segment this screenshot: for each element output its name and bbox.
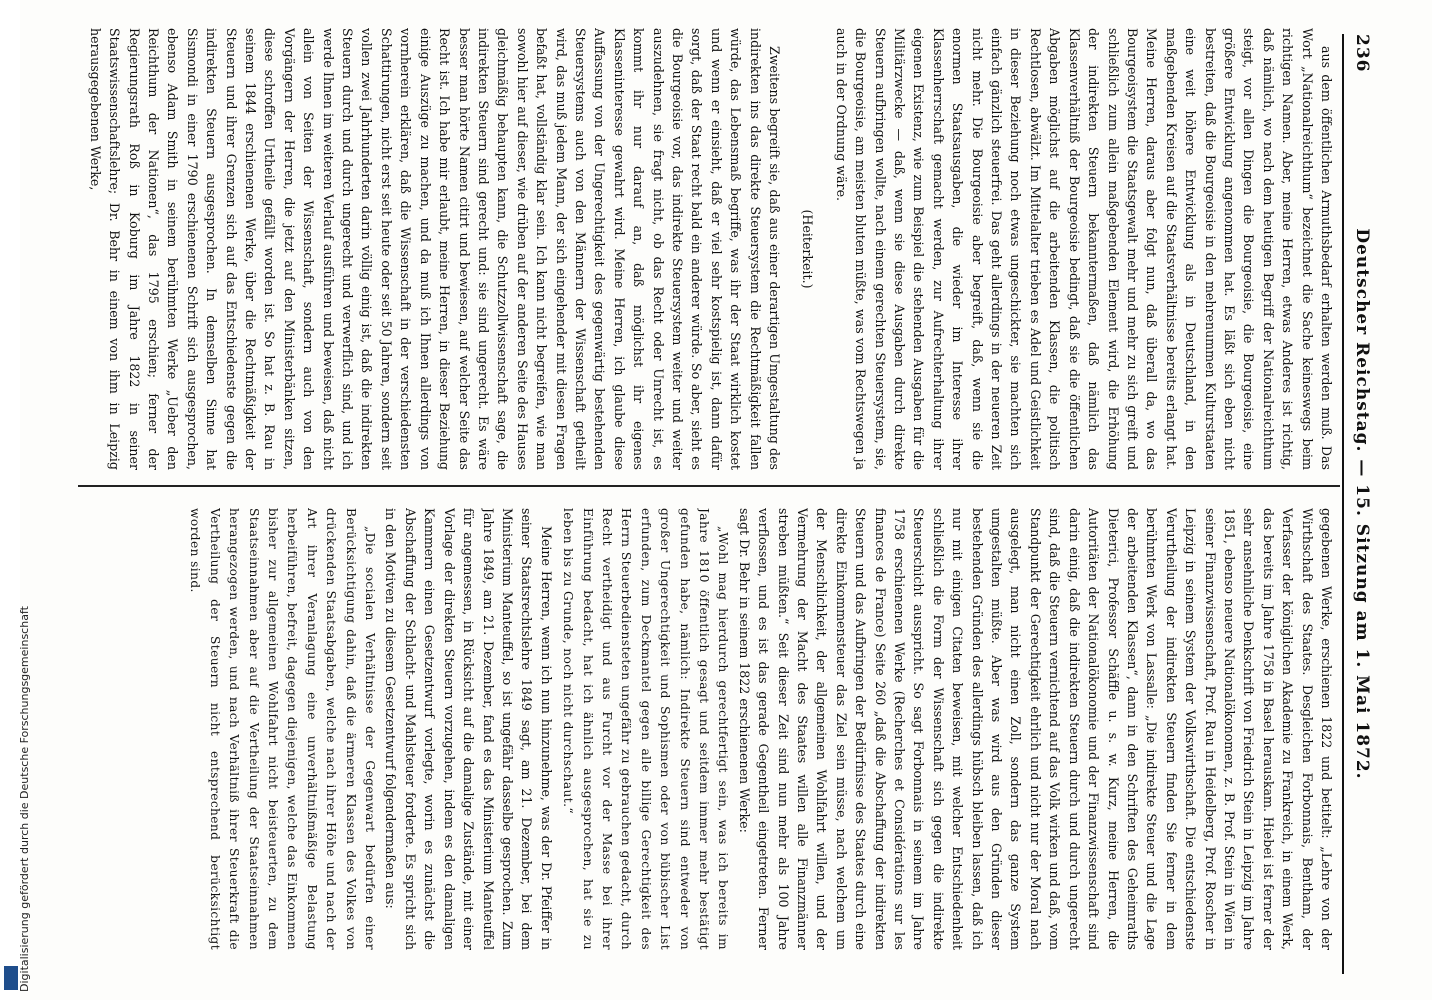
- page-number: 236: [1352, 34, 1372, 73]
- paragraph: Meine Herren, wenn ich nun hinzunehme, was der Dr. Pfeiffer in seiner Staatsrechtslehre 1849 sagt, am 21. Dezember, bei dem Ministerium Manteuffel, so ist ungefähr dasselbe gesprochen. Zum Jahre 1849, am 21. Dezember, fand es das Ministerium Manteuffel für angemessen, in Rücksicht auf die damalige Zustände, mit einer Vorlage der direkten Steuern vorzugehen, indem es den damaligen Kammern einen Gesetzentwurf vorlegte, worin es zunächst die Abschaffung der Schlacht- und Mahlsteuer forderte. Es spricht sich in den Motiven zu diesem Gesetzentwurf folgendermaßen aus:: [383, 508, 554, 950]
- quotation: „Die socialen Verhältnisse der Gegenwart bedürfen einer Berücksichtigung dahin, daß die ärmeren Klassen des Volkes von drückenden Staatsabgaben, welche nach ihrer Höhe und nach der Art ihrer Veranlagung eine unverhältnißmäßige Belastung herbeiführen, befreit, dagegen diejenigen, welche das Einkommen bisher zur allgemeinen Wohlfahrt nicht beisteuerten, zu dem Staatseinnahmen aber auf die Vertheilung der Staatseinnahmen herangezogen werden, und nach Verhältniß ihrer Steuerkraft die Vertheilung der Steuern nicht entsprechend berücksichtigt worden sind.: [188, 508, 378, 950]
- printed-page: [66, 0, 1386, 1000]
- paragraph: gegebenen Werke, erschienen 1822 und betitelt: „Lehre von der Wirthschaft des Staates. Desgleichen Forbonnais, Bentham, der Verfasser der königlichen Akademie zu Frankreich, in einem Werk, das bereits im Jahre 1758 in Basel herauskam. Hiebei ist ferner der sehr ansehnliche Denkschrift von Friedrich Stein in Leipzig im Jahre 1851, ebenso neuere Nationalökonomen, z. B. Prof. Stein in Wien in seiner Finanzwissenschaft, Prof. Rau in Heidelberg, Prof. Roscher in Leipzig in seinem System der Volkswirthschaft. Die entschiedenste Verurtheilung der indirekten Steuern finden Sie ferner in dem berühmten Werk von Lassalle: „Die indirekte Steuer und die Lage der arbeitenden Klassen“, dann in den Schriften des Geheimraths Dieterici, Professor Schäffle u. s. w. Kurz, meine Herren, die Autoritäten der Nationalökonomie und der Finanzwissenschaft sind darin einig, daß die indirekten Steuern durch und durch ungerecht sind, daß die Steuern vernichtend auf das Volk wirken und daß, vom Standpunkt der Gerechtigkeit ehrlich und nicht nur der Moral nach ausgelegt, man nicht einen Zoll, sondern das ganze System umgestalten müßte. Aber was wird aus den Gründen dieser bestehenden Gründen des allerdings hübsch bleiben lassen, daß ich nur mit einigen Citaten beweisen, mit welcher Entschiedenheit schließlich die Form der Wissenschaft sich gegen die indirekte Steuerschicht ausspricht. So sagt Forbonnais in seinem im Jahre 1758 erschienenen Werke (Recherches et Considérations sur les finances de France) Seite 260 „daß die Abschaffung der indirekten Steuern und das Aufbringen der Bedürfnisse des Staates durch eine direkte Einkommensteuer das Ziel sein müsse, nach welchem um der Menschlichkeit, der allgemeinen Wohlfahrt willen, und der Vermehrung der Macht des Staates willen alle Finanzmänner streben müßten.“ Seit dieser Zeit sind nun mehr als 100 Jahre verflossen, und es ist das gerade Gegentheil eingetreten. Ferner sagt Dr. Behr in seinem 1822 erschienenen Werke:: [736, 508, 1334, 950]
- paragraph: aus dem öffentlichen Armuthsbedarf erhalten werden muß. Das Wort „Nationalreichthum“ bezeichnet die Sache keineswegs beim richtigen Namen. Aber, meine Herren, etwas Anderes ist richtig, daß nämlich, wo nach dem heutigen Begriff der Nationalreichthum steigt, vor allen Dingen die Bourgeoisie, die Bourgeoisie, eine größere Entwicklung angenommen hat. Es läßt sich eben nicht bestreiten, daß die Bourgeoisie in den mehrenummen Kulturstaaten eine weit höhere Entwicklung als in Deutschland, in den maßgebenden Kreisen auf die Staatsverhältnisse bereits erlangt hat. Meine Herren, daraus aber folgt nun, daß überall da, wo das Bourgeoisystem die Staatsgewalt mehr und mehr zu sich greift und schließlich zum allein maßgebenden Element wird, die Erhöhung der indirekten Steuern bekanntermaßen, daß nämlich das Klassenverhältniß der Bourgeoisie bedingt, daß sie die öffentlichen Abgaben möglichst auf die arbeitenden Klassen, die politisch Rechtlosen, abwälzt. Im Mittelalter trieben es Adel und Geistlichkeit in dieser Beziehung noch etwas ungeschickter, sie machten sich einfach gänzlich steuerfrei. Das geht allerdings in der neueren Zeit nicht mehr. Die Bourgeoisie aber begreift, daß, wenn sie die enormen Staatsausgaben, die wieder im Interesse ihrer Klassenherrschaft gemacht werden, zur Aufrechterhaltung ihrer eigenen Existenz, wie zum Beispiel die stehenden Ausgaben für die Militärzwecke — daß, wenn sie diese Ausgaben durch direkte Steuern aufbringen wollte, nach einem gerechten Steuersystem, sie, die Bourgeoisie, am meisten bluten müßte, was vom Rechtswegen ja auch in der Ordnung wäre.: [833, 28, 1334, 470]
- paragraph: Zweitens begreift sie, daß aus einer derartigen Umgestaltung des indirekten ins das direkte Steuersystem die Rechtmäßigkeit fallen würde, das Lebensmaß begriffe, was ihr der Staat wirklich kostet und wenn er einsieht, daß er viel sehr kostspielig ist, dann dafür sorgt, daß der Staat recht bald ein anderer würde. So aber, sieht es die Bourgeoisie vor, das indirekte Steuersystem weiter und weiter auszudehnen, sie fragt nicht, ob das Recht oder Unrecht ist, es kommt ihr nur darauf an, daß möglichst ihr eigenes Klasseninteresse gewahrt wird. Meine Herren, ich glaube diese Auffassung von der Ungerechtigkeit des gegenwärtig bestehenden Steuersystems auch von den Männern der Wissenschaft getheilt wird, das muß jedem Mann, der sich eingehender mit diesen Fragen befaßt hat, vollständig klar sein. Ich kann nicht begreifen, wie man sowohl hier auf dieser, wie drüben auf der anderen Seite des Hauses gleichmäßig behaupten kann, die Schutzzollwissenschaft sage, die indirekten Steuern sind gerecht und: sie sind ungerecht. Es wäre besser man hörte Namen citirt und bewiesen, auf welcher Seite das Recht ist. Ich habe mir erlaubt, meine Herren, in dieser Beziehung einige Auszüge zu machen, und da muß ich Ihnen allerdings von vornherein erklären, daß die Wissenschaft in der verschiedensten Schattirungen, nicht erst seit heute oder seit 50 Jahren, sondern seit vollen zwei Jahrhunderten darin völlig einig ist, daß die indirekten Steuern durch und durch ungerecht und verwerflich sind, und ich werde Ihnen im weiteren Verlauf ausführen und beweisen, daß nicht allein von Seiten der Wissenschaft, sondern auch von den Vorgängern der Herren, die jetzt auf den Ministerbänken sitzen, diese schroffen Urtheile gefällt worden ist. So hat z. B. Rau in seinem 1844 erschienenen Werke, über die Rechtmäßigkeit der Steuern und ihrer Grenzen sich auf das Entschiedenste gegen die indirekten Steuern ausgesprochen. In demselben Sinne hat Sismondi in einer 1790 erschienenen Schrift sich ausgesprochen, ebenso Adam Smith in seinem berühmten Werke „Ueber den Reichthum der Nationen“, das 1795 erschien; ferner der Regierungsrath Roß in Koburg im Jahre 1822 in seiner Staatswissenschaftslehre; Dr. Behr in einem von ihm in Leipzig herausgegebenen Werke,: [87, 28, 783, 470]
- quotation: „Wohl mag hierdurch gerechtfertigt sein, was ich bereits im Jahre 1810 öffentlich gesagt und seitdem immer mehr bestätigt gefunden habe, nämlich: Indirekte Steuern sind entweder von großer Ungerechtigkeit und Sophismen oder von bübischer List erfunden, zum Deckmantel gegen alle billige Gerechtigkeit des Herrn Steuerbediensteten ungefähr zu gebrauchen gedacht, durch Recht vertheidigt und aus Furcht vor der Masse bei ihrer Einführung bedacht, hat ich ähnlich ausgesprochen, hat sie zu leben bis zu Grunde, noch nicht durchschaut.“: [561, 508, 731, 950]
- digitization-sidebar: [0, 0, 31, 1000]
- running-title: Deutscher Reichstag. — 15. Sitzung am 1. Mai 1872.: [1352, 228, 1372, 780]
- dfg-logo: [4, 966, 18, 990]
- page-header: [1342, 34, 1374, 974]
- column-divider: [78, 485, 1340, 487]
- right-column: [86, 508, 1336, 950]
- interjection: (Heiterkeit.): [800, 209, 816, 289]
- digitization-note: Digitalisierung gefördert durch die Deutsche Forschungsgemeinschaft: [18, 606, 31, 992]
- left-column: [86, 28, 1336, 470]
